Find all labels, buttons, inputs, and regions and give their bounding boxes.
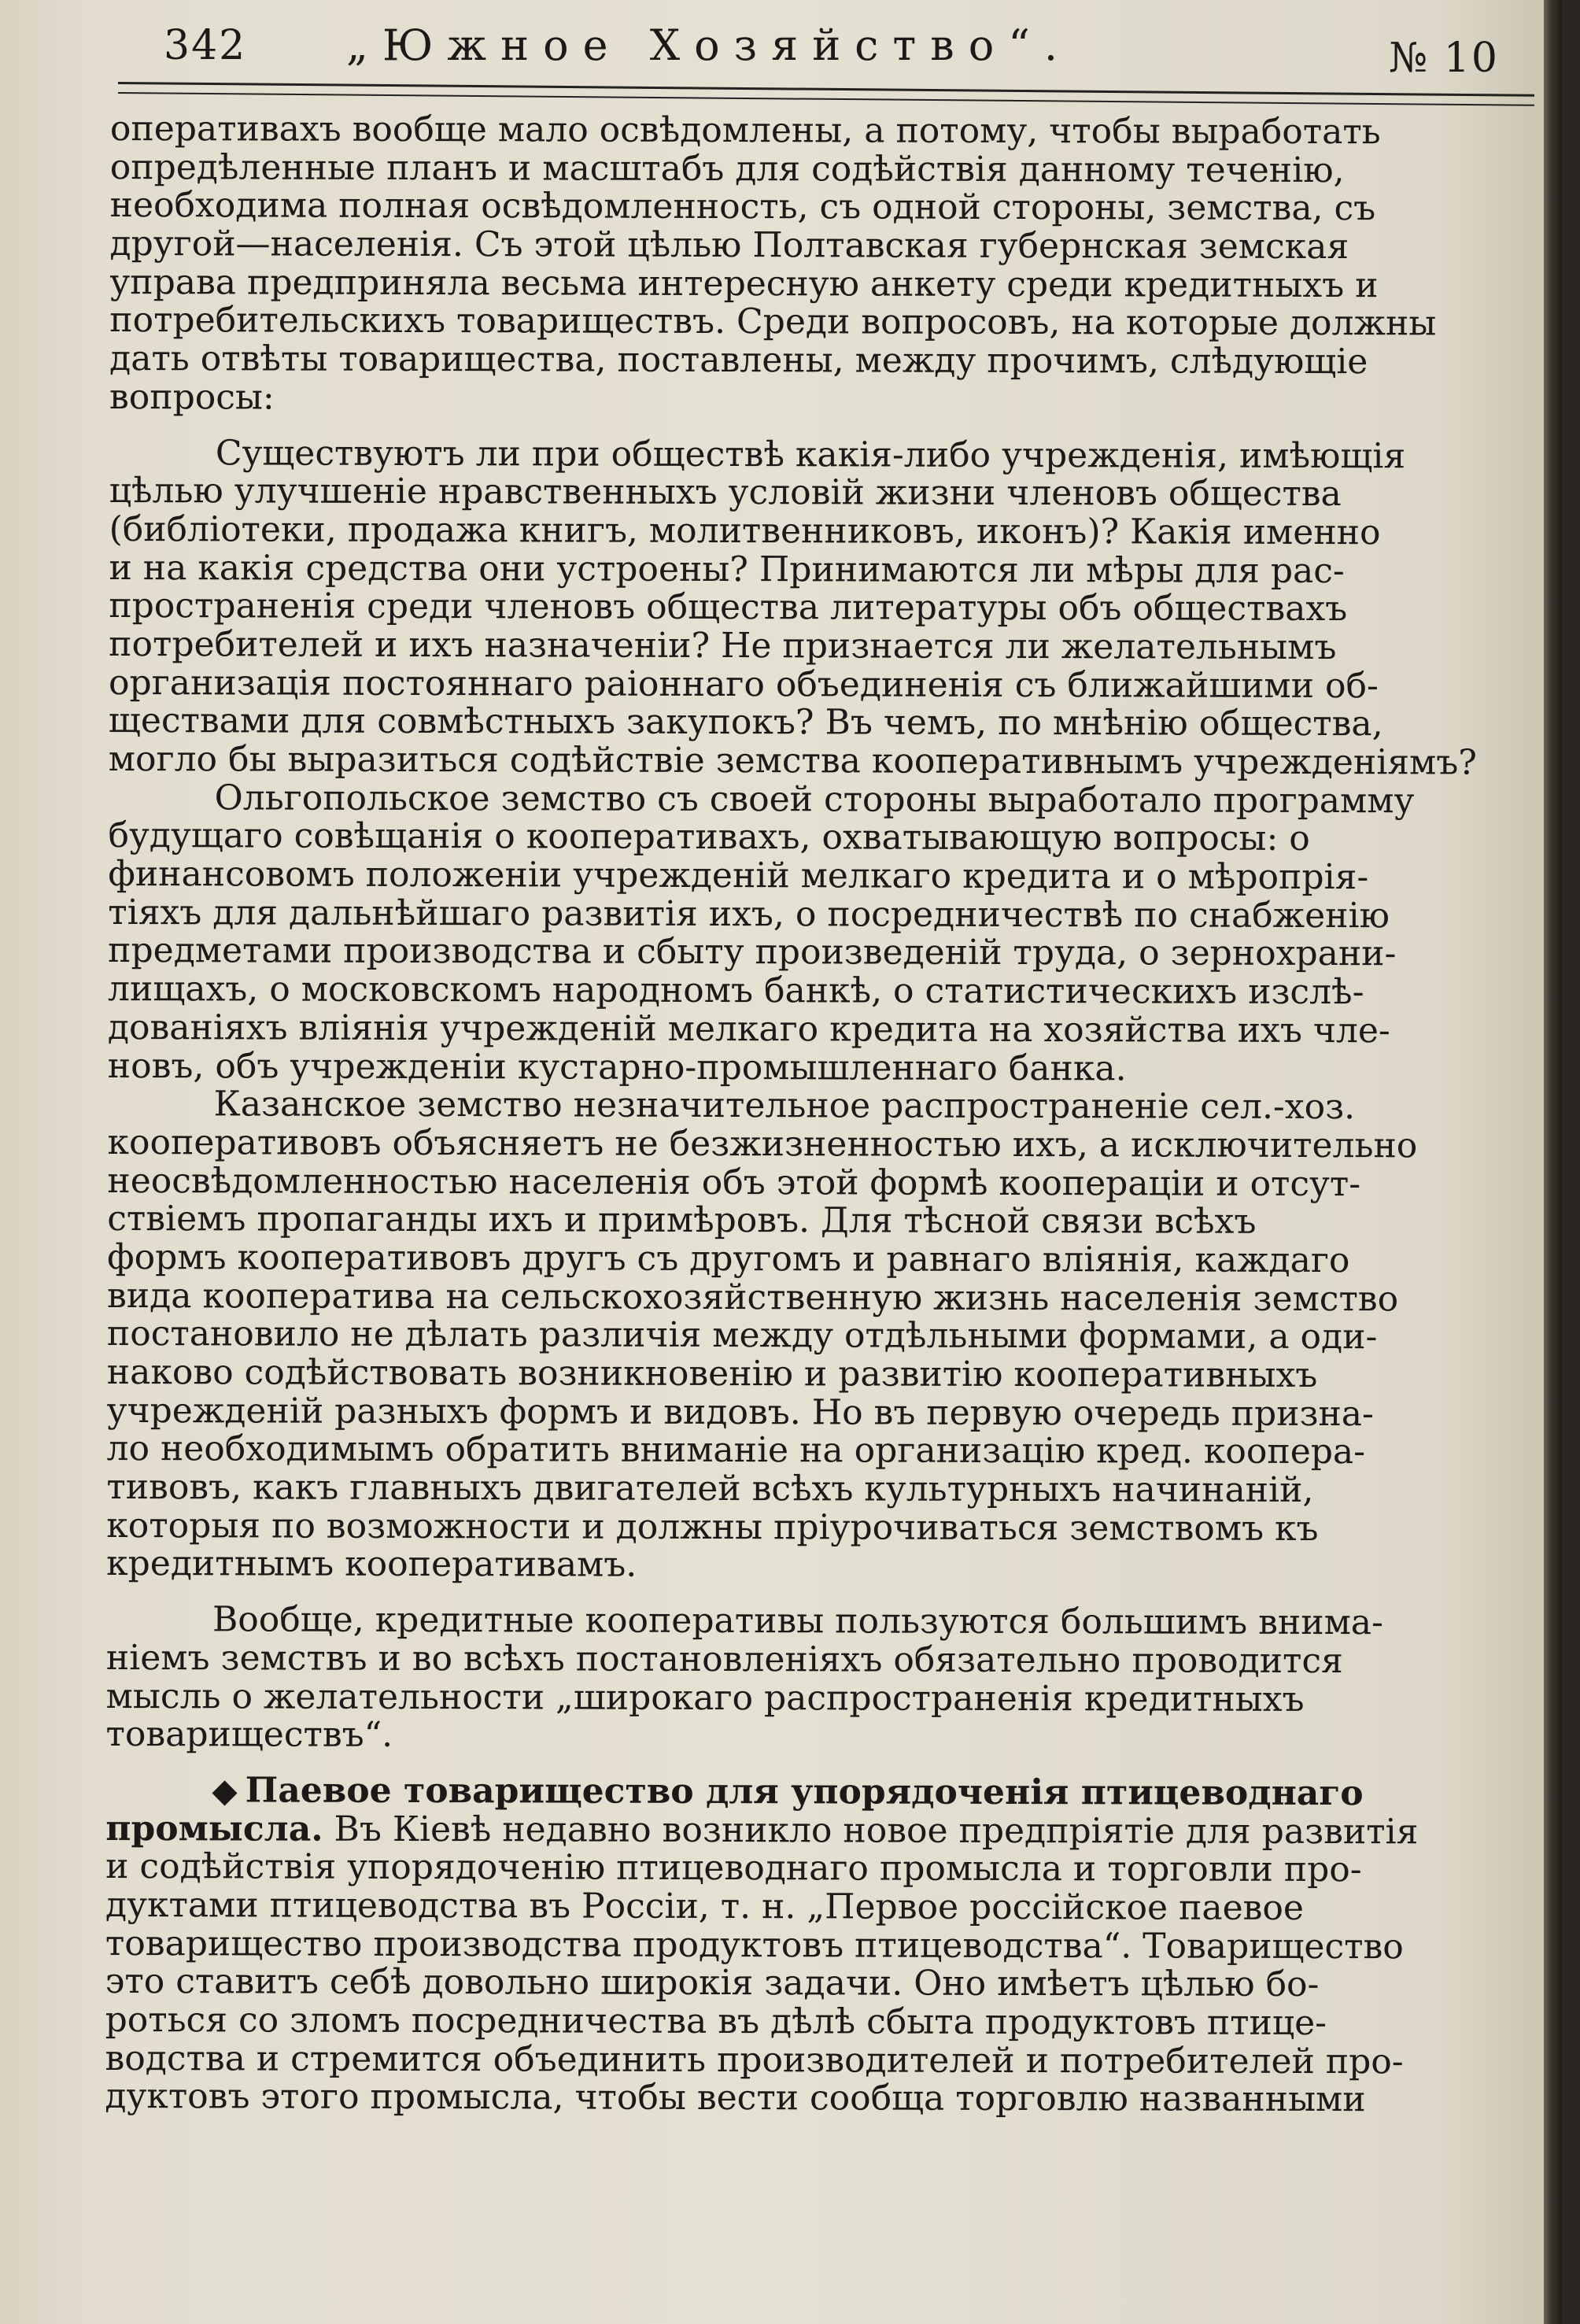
text-line <box>105 1810 1545 1852</box>
text-line: Ольгопольское земство съ своей стороны выработало программу <box>214 778 1415 822</box>
paragraph-2 <box>109 434 1549 782</box>
text-line: и содѣйствія упорядоченію птицеводнаго промысла и торговли про- <box>105 1846 1362 1890</box>
text-line: могло бы выразиться содѣйствіе земства кооперативнымъ учрежденіямъ? <box>108 738 1477 783</box>
article-body <box>105 110 1550 2120</box>
text-line: ществами для совмѣстныхъ закупокъ? Въ чемъ, по мнѣнію общества, <box>108 700 1383 744</box>
text-line: цѣлью улучшеніе нравственныхъ условій жизни членовъ общества <box>109 471 1342 515</box>
text-line: кооперативовъ объясняетъ не безжизненностью ихъ, а исключительно <box>107 1121 1418 1166</box>
text-line: (библіотеки, продажа книгъ, молитвенниковъ, иконъ)? Какія именно <box>109 508 1381 553</box>
text-line: пространенія среди членовъ общества литературы объ обществахъ <box>109 586 1348 630</box>
text-line: тивовъ, какъ главныхъ двигателей всѣхъ культурныхъ начинаній, <box>106 1467 1314 1511</box>
text-run: Въ Кіевѣ недавно возникло новое предпріятіе для развитія <box>323 1809 1419 1852</box>
section-heading <box>105 1772 1545 1813</box>
text-line: наково содѣйствовать возникновенію и развитію кооперативныхъ <box>106 1351 1318 1396</box>
text-line: неосвѣдомленностью населенія объ этой формѣ коопераціи и отсут- <box>107 1160 1361 1204</box>
text-line: управа предприняла весьма интересную анкету среди кредитныхъ и <box>109 261 1379 305</box>
text-line: учрежденій разныхъ формъ и видовъ. Но въ первую очередь призна- <box>106 1390 1375 1434</box>
text-line: потребительскихъ товариществъ. Среди вопросовъ, на которые должны <box>109 300 1437 344</box>
text-line: потребителей и ихъ назначеніи? Не признается ли желательнымъ <box>109 623 1337 668</box>
text-line: опредѣленные планъ и масштабъ для содѣйствія данному теченію, <box>109 146 1345 190</box>
text-line: постановило не дѣлать различія между отдѣльными формами, а оди- <box>106 1313 1378 1358</box>
text-line: лищахъ, о московскомъ народномъ банкѣ, о статистическихъ изслѣ- <box>108 969 1364 1013</box>
journal-title: „Южное Хозяйство“. <box>346 20 1072 70</box>
text-line: дуктами птицеводства въ Россіи, т. н. „Первое россійское паевое <box>105 1884 1305 1928</box>
running-header <box>118 17 1534 104</box>
text-line: Существуютъ ли при обществѣ какія-либо учрежденія, имѣющія <box>215 432 1406 476</box>
text-line: оперативахъ вообще мало освѣдомлены, а потому, чтобы выработать <box>109 109 1381 153</box>
text-line: будущаго совѣщанія о кооперативахъ, охватывающую вопросы: о <box>108 815 1310 859</box>
section-heading-end: промысла. <box>105 1808 323 1849</box>
section-poultry-partnership <box>105 1772 1545 2120</box>
text-line: вида кооператива на сельскохозяйственную жизнь населенія земство <box>106 1275 1399 1319</box>
text-line: новъ, объ учрежденіи кустарно-промышленнаго банка. <box>107 1045 1127 1088</box>
text-line: ніемъ земствъ и во всѣхъ постановленіяхъ обязательно проводится <box>105 1637 1343 1681</box>
text-line: организація постояннаго раіоннаго объединенія съ ближайшими об- <box>109 662 1379 706</box>
text-line: это ставитъ себѣ довольно широкія задачи. Оно имѣетъ цѣлью бо- <box>105 1961 1320 2005</box>
text-line: тіяхъ для дальнѣйшаго развитія ихъ, о посредничествѣ по снабженію <box>108 892 1390 937</box>
paragraph-3 <box>108 779 1549 1089</box>
text-line: и на какія средства они устроены? Принимаются ли мѣры для рас- <box>109 547 1345 591</box>
text-line: водства и стремится объединить производителей и потребителей про- <box>105 2038 1404 2082</box>
text-line: формъ кооперативовъ другъ съ другомъ и равнаго вліянія, каждаго <box>107 1236 1350 1281</box>
text-line: роться со зломъ посредничества въ дѣлѣ сбыта продуктовъ птице- <box>105 1999 1327 2044</box>
text-line: ло необходимымъ обратить вниманіе на организацію кред. коопера- <box>106 1428 1366 1472</box>
page-number: 342 <box>164 22 247 69</box>
text-line: Казанское земство незначительное распространеніе сел.-хоз. <box>213 1084 1356 1128</box>
text-line: товариществъ“. <box>105 1714 393 1756</box>
text-line: ствіемъ пропаганды ихъ и примѣровъ. Для тѣсной связи всѣхъ <box>107 1199 1257 1243</box>
header-rule <box>118 82 1534 106</box>
paragraph-1 <box>109 110 1550 420</box>
text-line: которыя по возможности и должны пріурочиваться земствомъ къ <box>106 1505 1319 1549</box>
text-line: кредитнымъ кооперативамъ. <box>106 1543 637 1586</box>
text-line: дуктовъ этого промысла, чтобы вести сообща торговлю названными <box>105 2076 1366 2120</box>
paragraph-5 <box>106 1601 1547 1758</box>
text-line: вопросы: <box>109 376 275 418</box>
text-line: финансовомъ положеніи учрежденій мелкаго кредита и о мѣропрія- <box>108 854 1369 898</box>
text-line: другой—населенія. Съ этой цѣлью Полтавская губернская земская <box>109 224 1349 268</box>
text-line: Вообще, кредитные кооперативы пользуются большимъ внима- <box>212 1599 1384 1643</box>
text-line: дать отвѣты товарищества, поставлены, между прочимъ, слѣдующіе <box>109 338 1368 382</box>
text-line: предметами производства и сбыту произведеній труда, о зернохрани- <box>108 930 1397 974</box>
text-line: мысль о желательности „широкаго распространенія кредитныхъ <box>105 1676 1305 1720</box>
text-line: товарищество производства продуктовъ птицеводства“. Товарищество <box>105 1923 1404 1967</box>
issue-number: № 10 <box>1389 35 1499 82</box>
section-heading-text: Паевое товарищество для упорядоченія птицеводнаго <box>245 1770 1364 1814</box>
text-line: необходима полная освѣдомленность, съ одной стороны, земства, съ <box>109 185 1376 229</box>
paragraph-4 <box>106 1085 1548 1587</box>
text-line: дованіяхъ вліянія учрежденій мелкаго кредита на хозяйства ихъ чле- <box>107 1007 1390 1051</box>
diamond-arrow-icon: ◆ <box>212 1771 238 1810</box>
